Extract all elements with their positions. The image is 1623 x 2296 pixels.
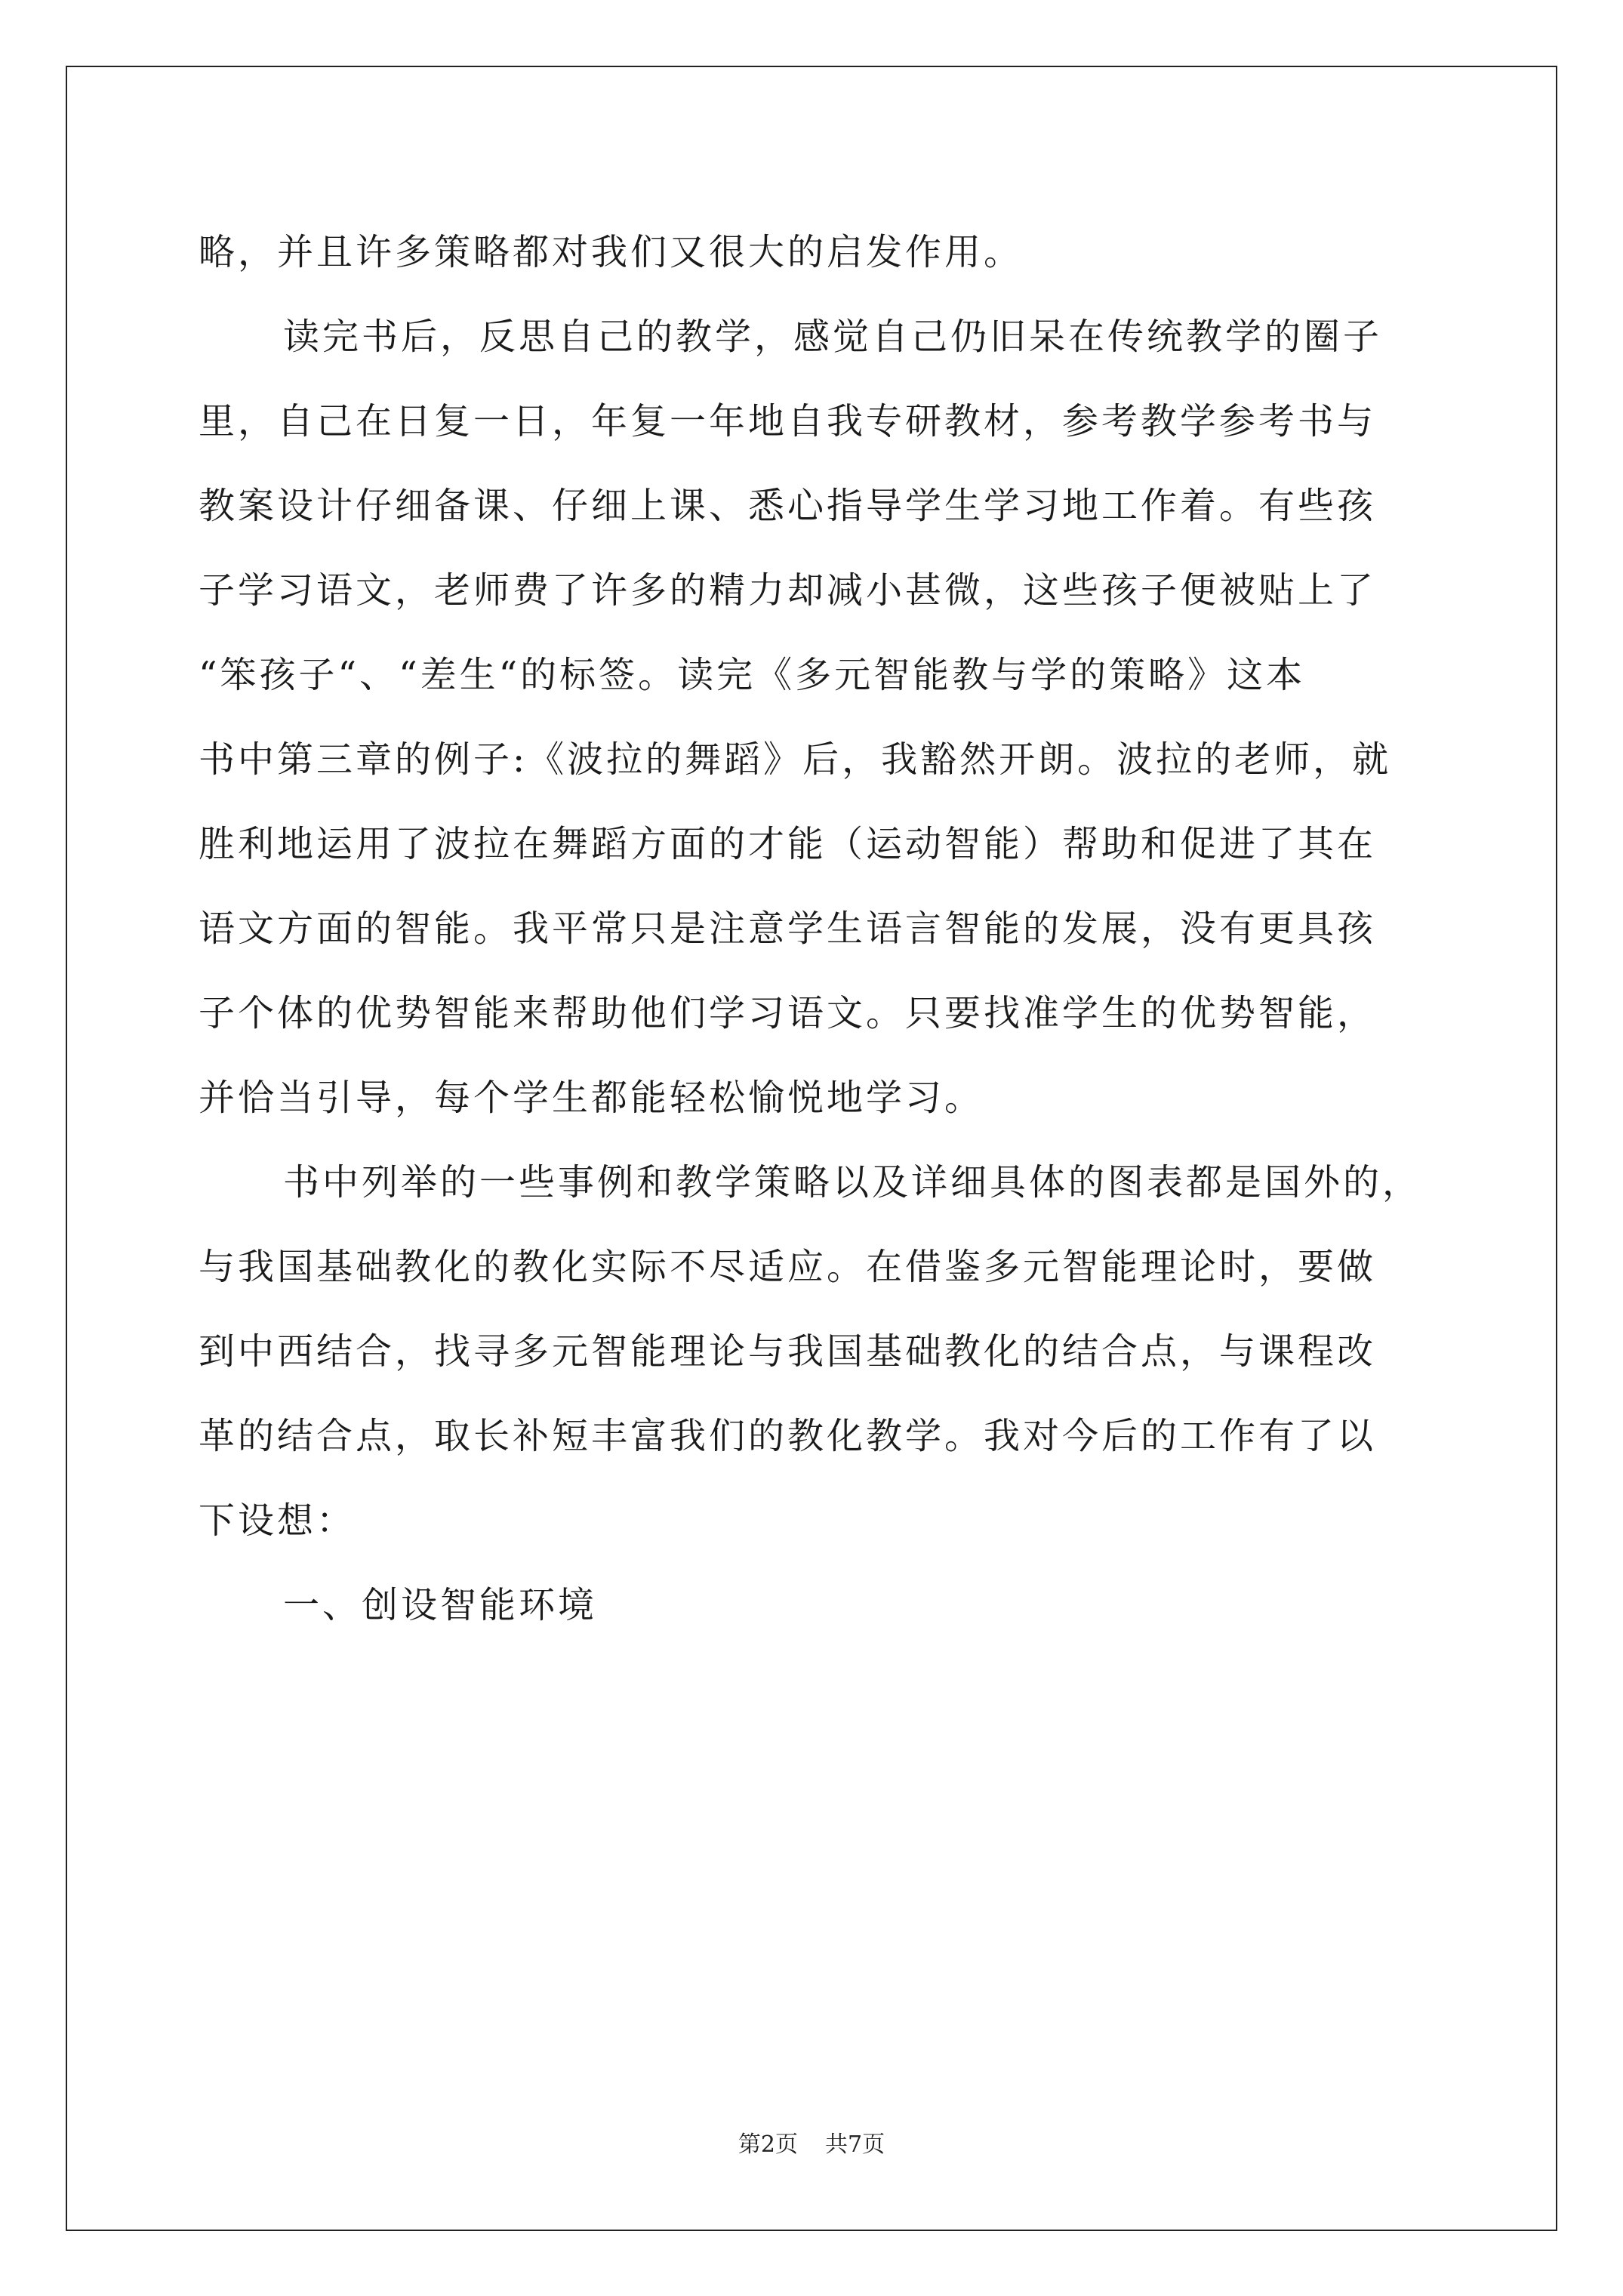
text-line: 里，自己在日复一日，年复一年地自我专研教材，参考教学参考书与 xyxy=(199,400,1377,442)
text-line: 革的结合点，取长补短丰富我们的教化教学。我对今后的工作有了以 xyxy=(199,1415,1377,1457)
text-line: 书中第三章的例子:《波拉的舞蹈》后，我豁然开朗。波拉的老师，就 xyxy=(199,738,1392,781)
text-line: 子个体的优势智能来帮助他们学习语文。只要找准学生的优势智能， xyxy=(199,992,1377,1034)
document-body xyxy=(199,210,1437,1647)
text-line: 并恰当引导，每个学生都能轻松愉悦地学习。 xyxy=(199,1077,984,1119)
page-footer xyxy=(0,2125,1623,2159)
text-line: 与我国基础教化的教化实际不尽适应。在借鉴多元智能理论时，要做 xyxy=(199,1246,1377,1288)
text-line: 教案设计仔细备课、仔细上课、悉心指导学生学习地工作着。有些孩 xyxy=(199,485,1377,527)
page-number-current: 第2页 xyxy=(738,2131,798,2158)
text-line: 下设想： xyxy=(199,1499,356,1542)
text-line: 书中列举的一些事例和教学策略以及详细具体的图表都是国外的， xyxy=(283,1161,1422,1203)
text-line: 胜利地运用了波拉在舞蹈方面的才能（运动智能）帮助和促进了其在 xyxy=(199,823,1377,865)
text-line: 语文方面的智能。我平常只是注意学生语言智能的发展，没有更具孩 xyxy=(199,908,1377,950)
text-line: “笨孩子“、“差生“的标签。读完《多元智能教与学的策略》这本 xyxy=(199,654,1306,696)
page-number-total: 共7页 xyxy=(825,2131,885,2158)
text-line: 读完书后，反思自己的教学，感觉自己仍旧呆在传统教学的圈子 xyxy=(283,316,1383,358)
text-line: 略，并且许多策略都对我们又很大的启发作用。 xyxy=(199,231,1024,273)
section-heading: 一、创设智能环境 xyxy=(283,1584,598,1626)
text-line: 子学习语文，老师费了许多的精力却减小甚微，这些孩子便被贴上了 xyxy=(199,569,1377,612)
text-line: 到中西结合，找寻多元智能理论与我国基础教化的结合点，与课程改 xyxy=(199,1330,1377,1373)
